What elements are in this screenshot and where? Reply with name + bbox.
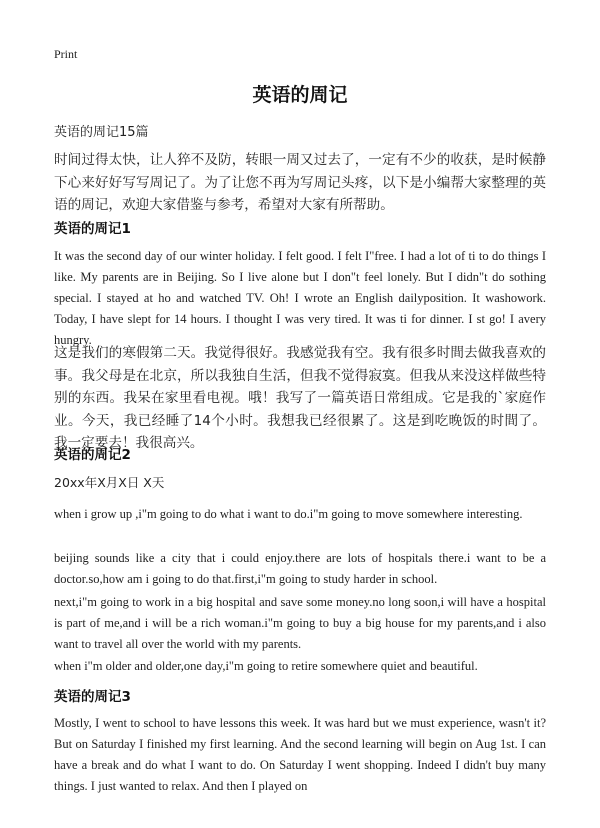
section2-paragraph-3: next,i"m going to work in a big hospital and save some money.no long soon,i will have a hospital is part of me,and i will be a rich woman.i"m going to buy a big house for my parents,and i also want to travel all over the world with my parents. — [54, 595, 546, 651]
section-heading-3: 英语的周记3 — [54, 689, 131, 705]
page-title: 英语的周记 — [252, 84, 348, 106]
section-heading-2: 英语的周记2 — [54, 447, 131, 463]
section2-paragraph-1: when i grow up ,i"m going to do what i want to do.i"m going to move somewhere interesting. — [54, 507, 523, 521]
intro-paragraph: 时间过得太快，让人猝不及防，转眼一周又过去了，一定有不少的收获，是时候静下心来好好写写周记了。为了让您不再为写周记头疼，以下是小编帮大家整理的英语的周记，欢迎大家借鉴与参考，希望对大家有所帮助。 — [54, 152, 546, 213]
section1-english-paragraph: It was the second day of our winter holiday. I felt good. I felt I"free. I had a lot of ti to do things I like. My parents are in Beijing. So I live alone but I don"t feel lonely. But I didn"t do sothing special. I stayed at ho and watched TV. Oh! I wrote an English dailyposition. It washowork. Today, I have slept for 14 hours. I thought I was very tired. It was ti for dinner. I st go! I avery hungry. — [54, 249, 546, 347]
print-label[interactable]: Print — [54, 47, 78, 61]
section1-chinese-paragraph: 这是我们的寒假第二天。我觉得很好。我感觉我有空。我有很多时間去做我喜欢的事。我父母是在北京，所以我独自生活，但我不觉得寂寞。但我从来没这样做些特别的东西。我呆在家里看电视。哦！我写了一篇英语日常组成。它是我的`家庭作业。今天，我已经睡了14个小时。我想我已经很累了。这是到吃晚饭的时間了。我一定要去！我很高兴。 — [54, 345, 546, 451]
document-subtitle: 英语的周记15篇 — [54, 125, 149, 140]
section-heading-1: 英语的周记1 — [54, 221, 131, 237]
section3-paragraph-1: Mostly, I went to school to have lessons this week. It was hard but we must experience, wasn't it? But on Saturday I finished my first learning. And the second learning will begin on Aug 1st. I can have a break and do what I want to do. On Saturday I went shopping. Indeed I didn't buy many things. I just wanted to relax. And then I played on — [54, 716, 546, 793]
section2-paragraph-2: beijing sounds like a city that i could enjoy.there are lots of hospitals there.i want to be a doctor.so,how am i going to do that.first,i"m going to study harder in school. — [54, 551, 546, 586]
section2-paragraph-4: when i"m older and older,one day,i"m going to retire somewhere quiet and beautiful. — [54, 659, 478, 673]
section2-date: 20xx年X月X日 X天 — [54, 475, 165, 490]
